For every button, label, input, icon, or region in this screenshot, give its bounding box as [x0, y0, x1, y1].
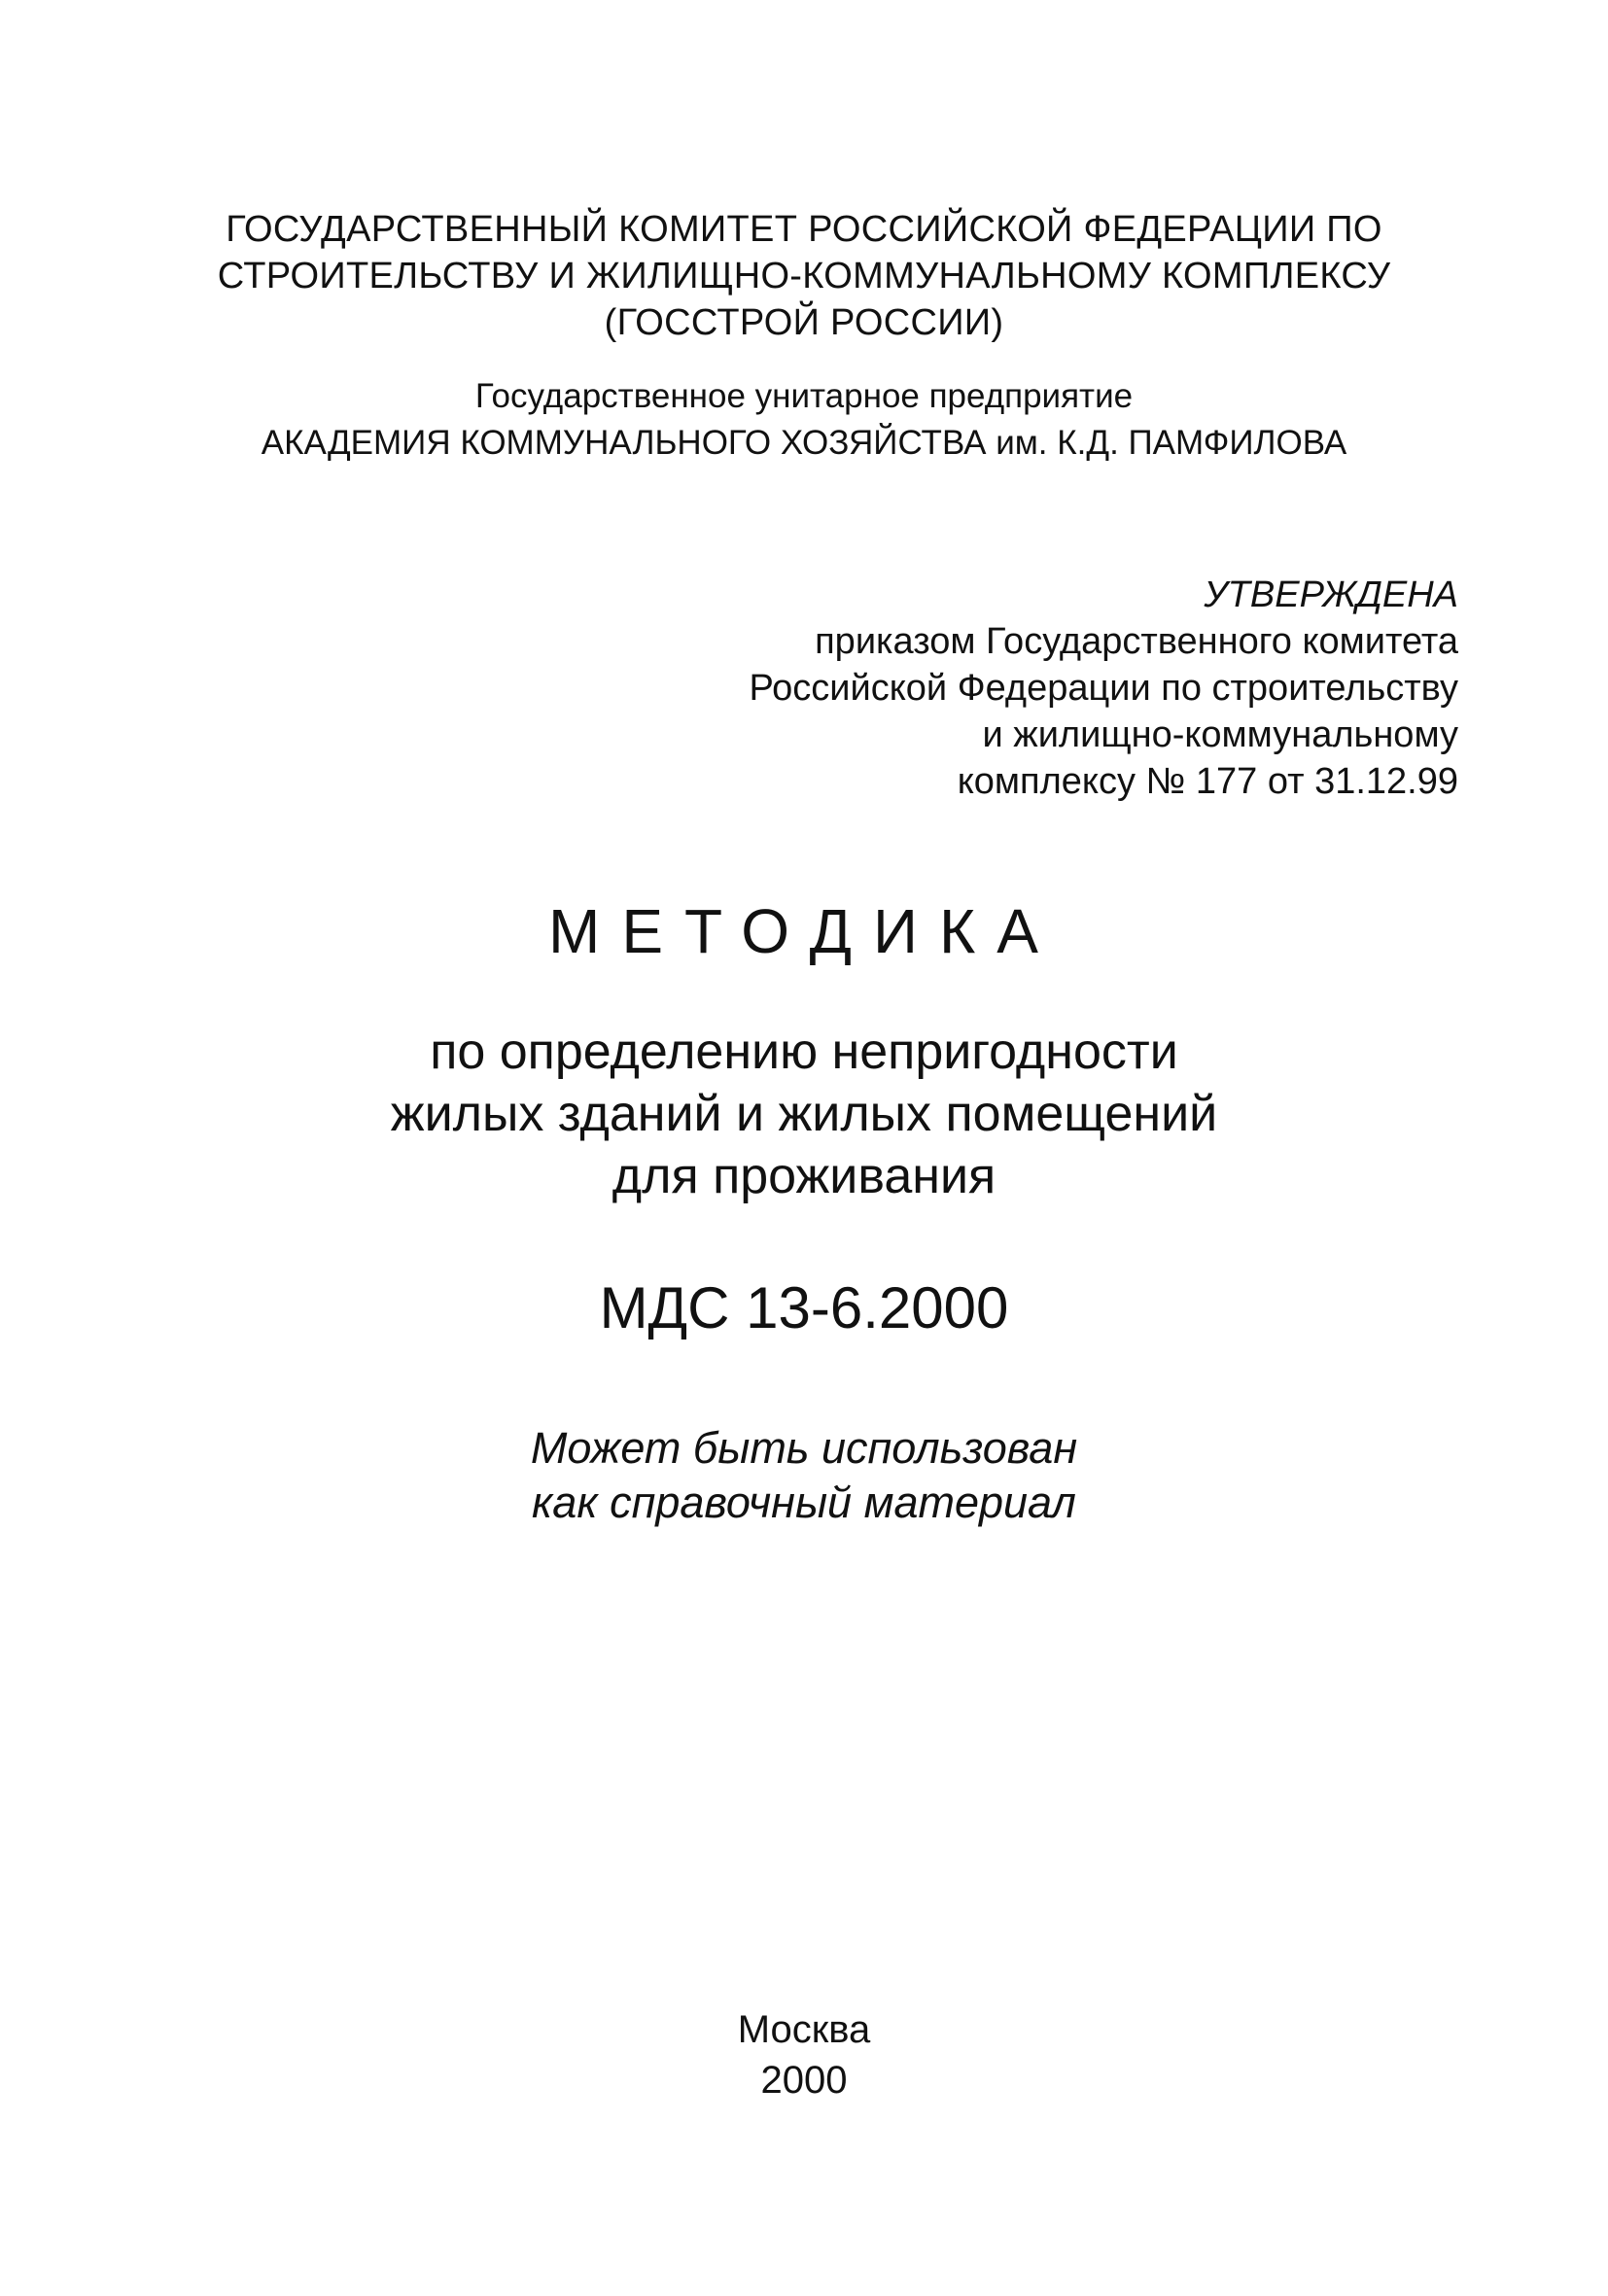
approval-line-2: Российской Федерации по строительству — [749, 668, 1458, 709]
note-line-2: как справочный материал — [532, 1478, 1076, 1527]
publication-city: Москва — [737, 2008, 871, 2051]
approval-line-3: и жилищно-коммунальному — [982, 714, 1458, 755]
enterprise-line-2: АКАДЕМИЯ КОММУНАЛЬНОГО ХОЗЯЙСТВА им. К.Д. ПАМФИЛОВА — [261, 424, 1347, 462]
header-line-3: (ГОССТРОЙ РОССИИ) — [604, 302, 1004, 343]
enterprise-line-1: Государственное унитарное предприятие — [474, 377, 1134, 415]
header-line-1: ГОСУДАРСТВЕННЫЙ КОМИТЕТ РОССИЙСКОЙ ФЕДЕРАЦИИ ПО — [226, 209, 1382, 250]
document-title: МЕТОДИКА — [548, 896, 1060, 966]
header-line-2: СТРОИТЕЛЬСТВУ И ЖИЛИЩНО-КОММУНАЛЬНОМУ КОМПЛЕКСУ — [217, 256, 1391, 296]
publication-year: 2000 — [760, 2059, 848, 2102]
document-subtitle — [0, 1021, 1608, 1207]
publication-footer — [0, 2004, 1608, 2105]
approval-line-1: приказом Государственного комитета — [815, 621, 1458, 662]
subtitle-line-3: для проживания — [612, 1148, 996, 1204]
subtitle-line-2: жилых зданий и жилых помещений — [390, 1086, 1218, 1142]
reference-note — [0, 1421, 1608, 1530]
approval-block — [749, 572, 1458, 805]
enterprise-block — [0, 373, 1608, 467]
document-code: МДС 13-6.2000 — [599, 1275, 1009, 1340]
approved-label: УТВЕРЖДЕНА — [1204, 574, 1458, 615]
note-line-1: Может быть использован — [530, 1423, 1078, 1473]
subtitle-line-1: по определению непригодности — [430, 1024, 1178, 1080]
approval-line-4: комплексу № 177 от 31.12.99 — [957, 761, 1458, 802]
issuing-authority-header — [0, 206, 1608, 346]
